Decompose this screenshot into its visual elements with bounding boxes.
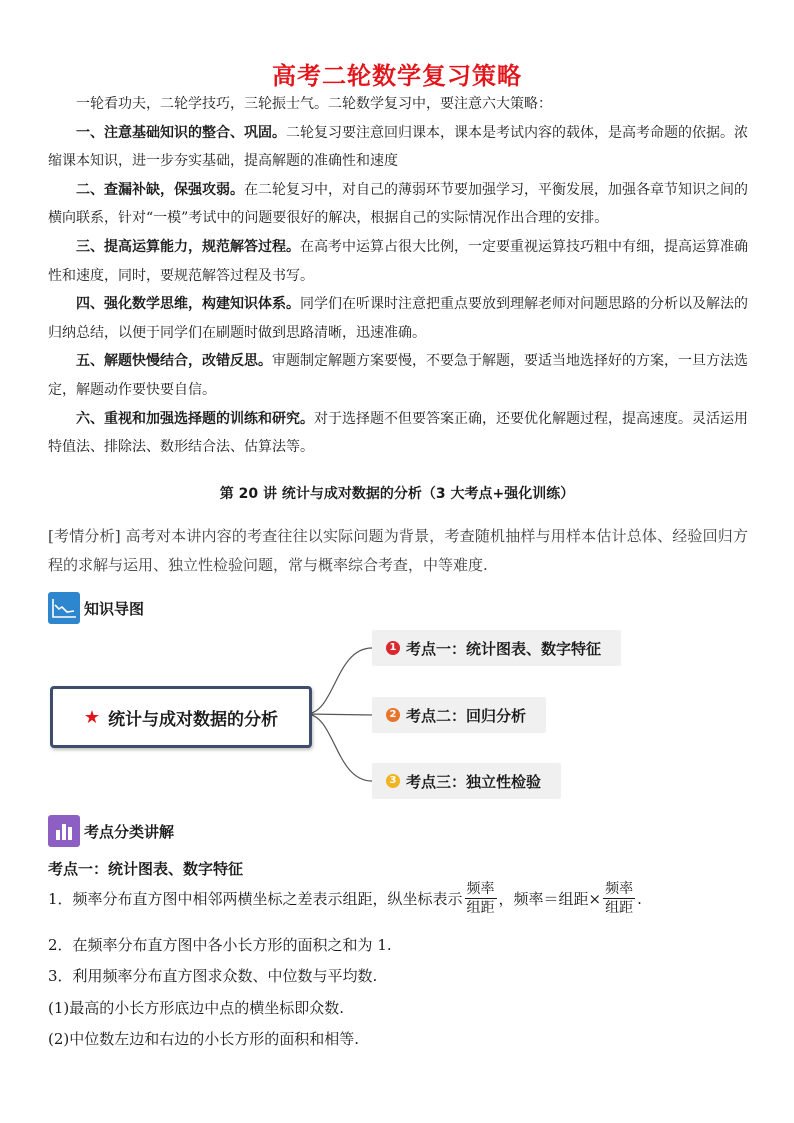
explain-label: 考点分类讲解 xyxy=(84,822,175,841)
strategy-3 xyxy=(48,233,748,290)
key-point-1-title: 考点一：统计图表、数字特征 xyxy=(48,860,244,878)
center-node-label: 统计与成对数据的分析 xyxy=(108,709,279,730)
branch-node-1 xyxy=(372,630,621,666)
branch-label-3: 考点三：独立性检验 xyxy=(406,772,542,791)
intro-lead: 一轮看功夫，二轮学技巧，三轮振士气。二轮数学复习中，要注意六大策略： xyxy=(76,96,552,112)
strategy-4-text: 同学们在听课时注意把重点要放到理解老师对问题思路的分析以及解法的归纳总结，以便于同学们在刷题时做到思路清晰，迅速准确。 xyxy=(48,296,748,341)
fraction-denominator-2: 组距 xyxy=(605,900,634,916)
branch-node-2 xyxy=(372,697,546,733)
strategy-5 xyxy=(48,347,748,404)
strategy-3-head: 三、提高运算能力，规范解答过程。 xyxy=(76,238,300,255)
item-2: 2．在频率分布直方图中各小长方形的面积之和为 1. xyxy=(48,936,392,954)
strategy-4-head: 四、强化数学思维，构建知识体系。 xyxy=(76,296,300,313)
strategy-6-text: 对于选择题不但要答案正确，还要优化解题过程，提高速度。灵活运用特值法、排除法、数形结合法、估算法等。 xyxy=(48,410,748,456)
strategy-2-text: 在二轮复习中，对自己的薄弱环节要加强学习，平衡发展，加强各章节知识之间的横向联系，针对“一模”考试中的问题要很好的解决，根据自己的实际情况作出合理的安排。 xyxy=(48,181,748,227)
fraction-numerator-2: 频率 xyxy=(605,881,634,897)
strategy-6-head: 六、重视和加强选择题的训练和研究。 xyxy=(76,410,314,427)
star-icon: ★ xyxy=(83,706,101,728)
strategy-5-head: 五、解题快慢结合，改错反思。 xyxy=(76,353,272,370)
main-title: 高考二轮数学复习策略 xyxy=(272,62,522,90)
knowledge-mind-map xyxy=(0,620,794,810)
intro-section xyxy=(48,90,748,462)
item-1-suffix: . xyxy=(637,889,642,908)
item-4: (1)最高的小长方形底边中点的横坐标即众数. xyxy=(48,999,345,1017)
branch-label-2: 考点二：回归分析 xyxy=(406,706,527,725)
explain-heading xyxy=(48,815,174,847)
fraction-frequency-over-width-1 xyxy=(465,880,497,917)
branch-label-1: 考点一：统计图表、数字特征 xyxy=(406,639,602,658)
branch-number-2: 2 xyxy=(386,708,400,722)
fraction-frequency-over-width-2 xyxy=(603,880,635,917)
mind-map-center-node xyxy=(50,686,312,748)
strategy-6 xyxy=(48,405,748,462)
branch-number-3: 3 xyxy=(386,774,400,788)
item-5: (2)中位数左边和右边的小长方形的面积和相等. xyxy=(48,1030,360,1048)
exam-analysis: [考情分析] 高考对本讲内容的考查往往以实际问题为背景，考查随机抽样与用样本估计总体、经验回归方程的求解与运用、独立性检验问题，常与概率综合考查，中等难度. xyxy=(48,527,748,574)
branch-node-3 xyxy=(372,763,561,799)
strategy-4 xyxy=(48,290,748,347)
strategy-2 xyxy=(48,176,748,233)
item-1 xyxy=(48,880,642,917)
strategy-1-text: 二轮复习要注意回归课本，课本是考试内容的载体，是高考命题的依据。浓缩课本知识，进一步夯实基础，提高解题的准确性和速度 xyxy=(48,124,748,170)
branch-number-1: 1 xyxy=(386,641,400,655)
fraction-numerator-1: 频率 xyxy=(466,881,495,897)
item-1-prefix: 1．频率分布直方图中相邻两横坐标之差表示组距，纵坐标表示 xyxy=(48,890,463,908)
strategy-3-text: 在高考中运算占很大比例，一定要重视运算技巧粗中有细，提高运算准确性和速度，同时，要规范解答过程及书写。 xyxy=(48,238,748,284)
strategy-1 xyxy=(48,119,748,176)
item-3: 3．利用频率分布直方图求众数、中位数与平均数. xyxy=(48,967,378,985)
strategy-1-head: 一、注意基础知识的整合、巩固。 xyxy=(76,124,286,141)
knowledge-map-label: 知识导图 xyxy=(84,599,145,618)
bar-chart-icon xyxy=(48,815,80,847)
item-1-middle: ，频率＝组距× xyxy=(498,890,602,908)
strategy-2-head: 二、查漏补缺，保强攻弱。 xyxy=(76,181,244,198)
lecture-title: 第 20 讲 统计与成对数据的分析（3 大考点+强化训练） xyxy=(219,486,575,502)
fraction-denominator-1: 组距 xyxy=(466,900,495,916)
strategy-5-text: 审题制定解题方案要慢，不要急于解题，要适当地选择好的方案，一旦方法选定，解题动作要快要自信。 xyxy=(48,353,748,398)
